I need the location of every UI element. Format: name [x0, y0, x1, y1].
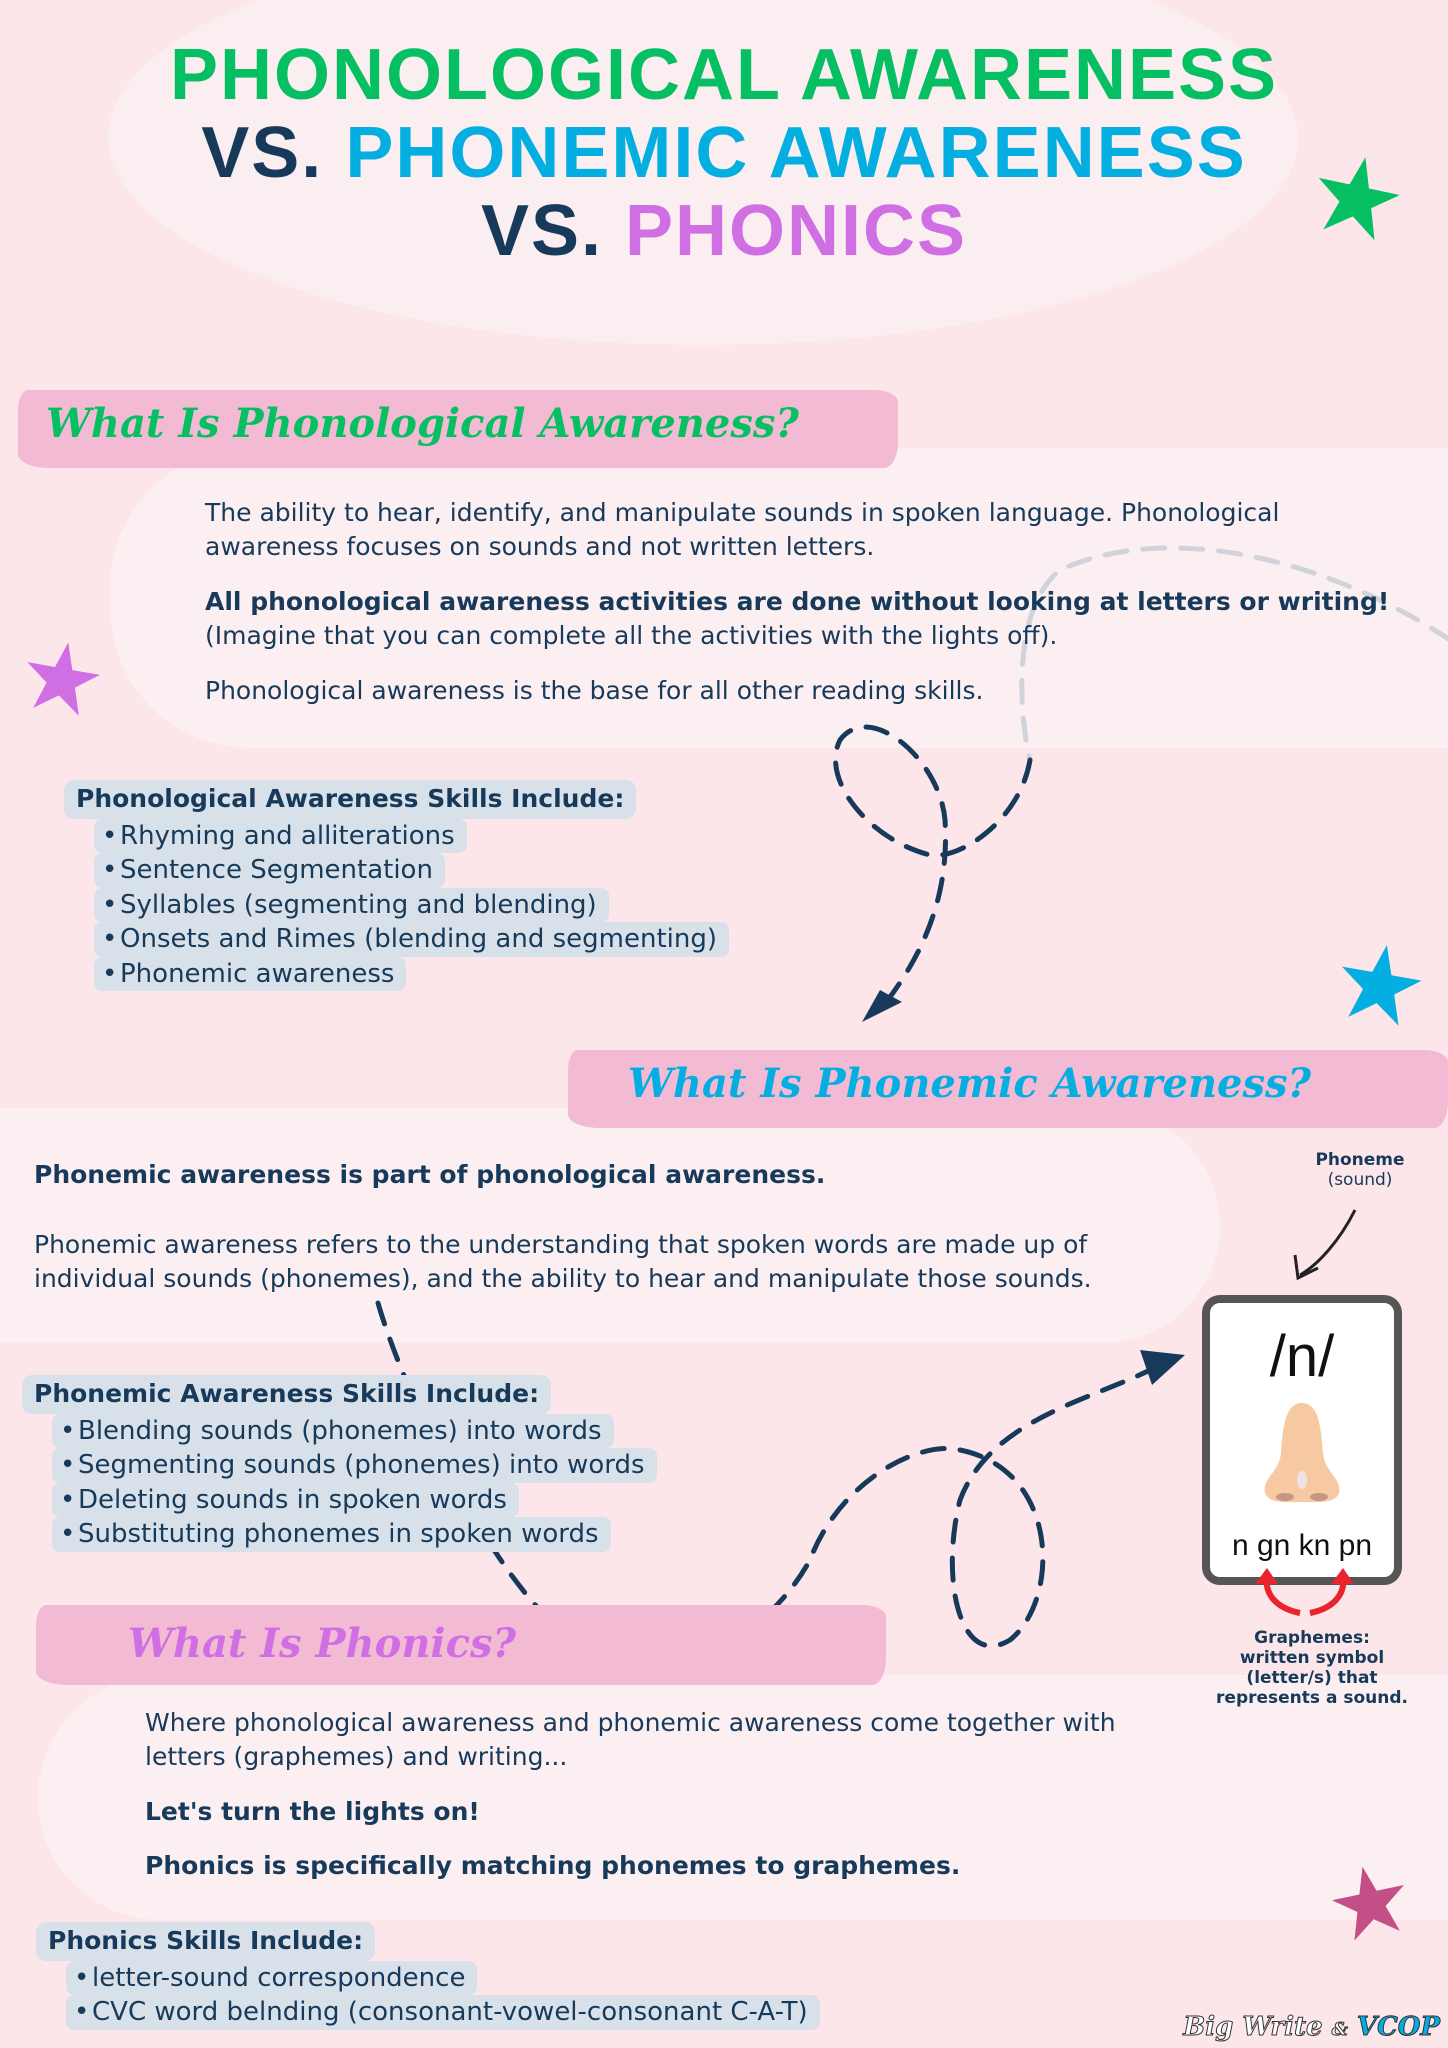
- grapheme-note-line-4: represents a sound.: [1216, 1688, 1408, 1708]
- phonological-definition: The ability to hear, identify, and manipulate sounds in spoken language. Phonological awareness focuses on sounds and not written letters.: [205, 498, 1280, 561]
- phonics-matching: Phonics is specifically matching phonemes to graphemes.: [145, 1851, 961, 1880]
- list-item: • Rhyming and alliterations: [94, 819, 467, 854]
- phonological-skills-heading: Phonological Awareness Skills Include:: [64, 780, 636, 819]
- phonemic-heading: What Is Phonemic Awareness?: [628, 1060, 1311, 1107]
- phonics-skills: [36, 1922, 820, 2030]
- phoneme-label: [1300, 1150, 1420, 1190]
- list-item: • Sentence Segmentation: [94, 853, 445, 888]
- phonological-note: [205, 585, 1405, 653]
- phoneme-label-line-1: Phoneme: [1315, 1150, 1405, 1170]
- list-item: • Substituting phonemes in spoken words: [52, 1517, 611, 1552]
- brand-logo: [1183, 2012, 1440, 2042]
- list-item: • letter-sound correspondence: [66, 1961, 477, 1996]
- logo-vcop: VCOP: [1356, 2012, 1440, 2042]
- phonological-heading: What Is Phonological Awareness?: [46, 400, 799, 447]
- nose-icon: [1257, 1398, 1347, 1508]
- title-vs-1: VS.: [201, 113, 324, 193]
- phonics-definition: Where phonological awareness and phonemic awareness come together with letters (graphemes) and writing...: [145, 1708, 1116, 1771]
- title-line-1: PHONOLOGICAL AWARENESS: [169, 35, 1279, 115]
- phonemic-skills: [22, 1375, 657, 1552]
- grapheme-note-line-3: (letter/s) that: [1246, 1668, 1378, 1688]
- grapheme-note-line-1: Graphemes:: [1254, 1628, 1370, 1648]
- list-item: • Onsets and Rimes (blending and segmenting): [94, 922, 729, 957]
- grapheme-arrows-icon: [1250, 1568, 1370, 1618]
- grapheme-note-line-2: written symbol: [1239, 1648, 1385, 1668]
- phoneme-card: [1202, 1295, 1402, 1585]
- title-line-3: PHONICS: [625, 191, 968, 271]
- title-vs-2: VS.: [480, 191, 603, 271]
- list-item: • Phonemic awareness: [94, 957, 406, 992]
- list-item: • Blending sounds (phonemes) into words: [52, 1414, 614, 1449]
- phonics-lights-on: Let's turn the lights on!: [145, 1797, 480, 1826]
- phonemic-intro: Phonemic awareness is part of phonological awareness.: [34, 1160, 826, 1189]
- phonemic-definition: Phonemic awareness refers to the understanding that spoken words are made up of individual sounds (phonemes), and the ability to hear and manipulate those sounds.: [34, 1230, 1092, 1293]
- phoneme-label-line-2: (sound): [1327, 1170, 1393, 1190]
- phonemic-skills-heading: Phonemic Awareness Skills Include:: [22, 1375, 551, 1414]
- logo-amp: &: [1331, 2019, 1348, 2040]
- arrowhead-icon: [1140, 1350, 1185, 1385]
- title-line-2: PHONEMIC AWARENESS: [345, 113, 1247, 193]
- phonological-skills: [64, 780, 729, 991]
- list-item: • Syllables (segmenting and blending): [94, 888, 609, 923]
- grapheme-list: n gn kn pn: [1231, 1529, 1373, 1562]
- phonics-heading: What Is Phonics?: [128, 1620, 516, 1667]
- phoneme-symbol: /n/: [1269, 1324, 1335, 1389]
- logo-text: Big Write: [1183, 2012, 1323, 2042]
- phonological-base: Phonological awareness is the base for all other reading skills.: [205, 676, 984, 705]
- list-item: • Segmenting sounds (phonemes) into words: [52, 1448, 657, 1483]
- phonological-note-bold: All phonological awareness activities are done without looking at letters or writing!: [205, 587, 1390, 616]
- list-item: • CVC word belnding (consonant-vowel-consonant C-A-T): [66, 1995, 820, 2030]
- grapheme-note: [1212, 1628, 1412, 1708]
- list-item: • Deleting sounds in spoken words: [52, 1483, 519, 1518]
- phonics-skills-heading: Phonics Skills Include:: [36, 1922, 375, 1961]
- arrowhead-icon: [862, 990, 902, 1022]
- phonological-note-rest: (Imagine that you can complete all the activities with the lights off).: [205, 621, 1058, 650]
